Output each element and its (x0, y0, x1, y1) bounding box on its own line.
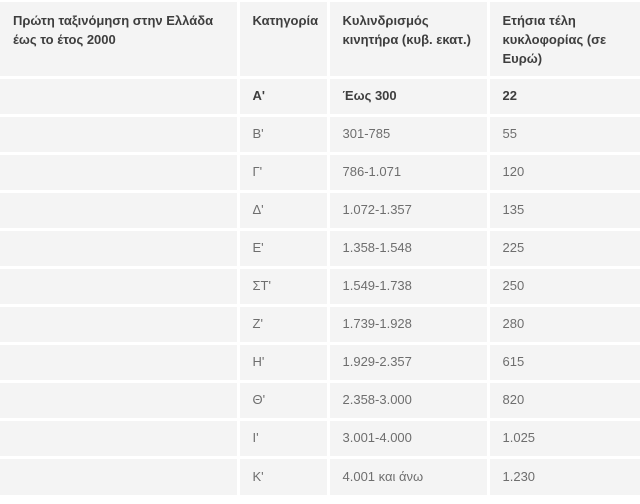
displacement-cell: Έως 300 (328, 77, 488, 115)
first-column-empty-cell (0, 381, 238, 419)
table-row (0, 77, 640, 115)
category-cell: Η' (238, 343, 328, 381)
displacement-cell: 1.358-1.548 (328, 229, 488, 267)
first-column-empty-cell (0, 115, 238, 153)
category-cell: Α' (238, 77, 328, 115)
table-row (0, 115, 640, 153)
table-row (0, 381, 640, 419)
displacement-cell: 786-1.071 (328, 153, 488, 191)
first-column-empty-cell (0, 267, 238, 305)
header-row (0, 2, 640, 77)
fee-cell: 22 (488, 77, 640, 115)
fee-cell: 135 (488, 191, 640, 229)
category-cell: Δ' (238, 191, 328, 229)
first-column-empty-cell (0, 229, 238, 267)
displacement-cell: 1.929-2.357 (328, 343, 488, 381)
category-cell: Β' (238, 115, 328, 153)
first-column-empty-cell (0, 191, 238, 229)
table-row (0, 419, 640, 457)
fee-cell: 615 (488, 343, 640, 381)
displacement-cell: 2.358-3.000 (328, 381, 488, 419)
col-header-displacement: Κυλινδρισμός κινητήρα (κυβ. εκατ.) (328, 2, 488, 77)
table-row (0, 229, 640, 267)
first-column-empty-cell (0, 457, 238, 495)
fee-cell: 1.025 (488, 419, 640, 457)
category-cell: Γ' (238, 153, 328, 191)
first-column-empty-cell (0, 343, 238, 381)
displacement-cell: 1.549-1.738 (328, 267, 488, 305)
first-column-empty-cell (0, 77, 238, 115)
table-row (0, 457, 640, 495)
vehicle-road-tax-table (0, 2, 640, 495)
table-row (0, 305, 640, 343)
displacement-cell: 301-785 (328, 115, 488, 153)
category-cell: Κ' (238, 457, 328, 495)
col-header-category: Κατηγορία (238, 2, 328, 77)
first-column-empty-cell (0, 419, 238, 457)
displacement-cell: 4.001 και άνω (328, 457, 488, 495)
category-cell: Ζ' (238, 305, 328, 343)
table-row (0, 153, 640, 191)
fee-cell: 225 (488, 229, 640, 267)
category-cell: Ι' (238, 419, 328, 457)
table-row (0, 343, 640, 381)
category-cell: Ε' (238, 229, 328, 267)
category-cell: Θ' (238, 381, 328, 419)
displacement-cell: 1.072-1.357 (328, 191, 488, 229)
fee-cell: 820 (488, 381, 640, 419)
displacement-cell: 3.001-4.000 (328, 419, 488, 457)
first-column-empty-cell (0, 153, 238, 191)
table-row (0, 267, 640, 305)
fee-cell: 55 (488, 115, 640, 153)
category-cell: ΣΤ' (238, 267, 328, 305)
fee-cell: 1.230 (488, 457, 640, 495)
displacement-cell: 1.739-1.928 (328, 305, 488, 343)
fee-cell: 280 (488, 305, 640, 343)
col-header-first-registration: Πρώτη ταξινόμηση στην Ελλάδα έως το έτος 2000 (0, 2, 238, 77)
table-row (0, 191, 640, 229)
fee-cell: 120 (488, 153, 640, 191)
fee-cell: 250 (488, 267, 640, 305)
first-column-empty-cell (0, 305, 238, 343)
col-header-annual-fee: Ετήσια τέλη κυκλοφορίας (σε Ευρώ) (488, 2, 640, 77)
